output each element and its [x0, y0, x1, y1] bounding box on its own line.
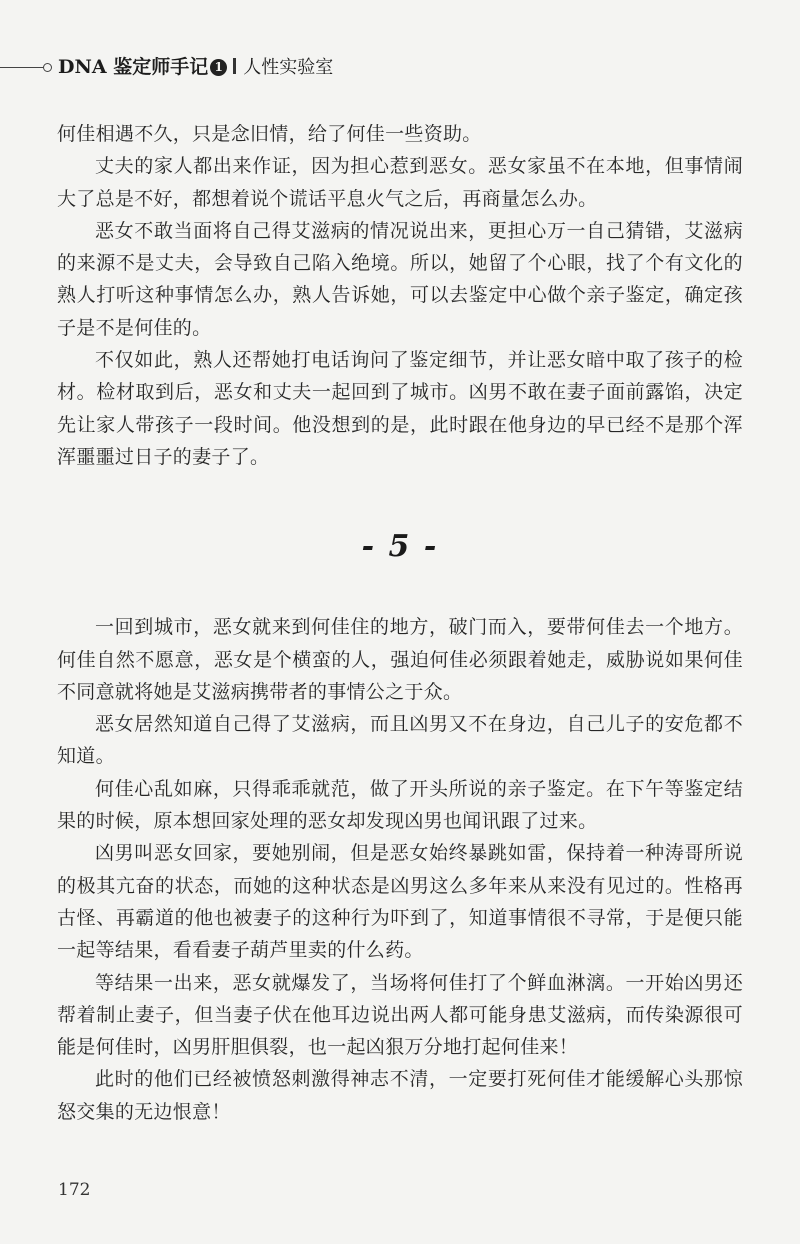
book-subtitle: 人性实验室	[243, 57, 334, 78]
paragraph: 等结果一出来，恶女就爆发了，当场将何佳打了个鲜血淋漓。一开始凶男还帮着制止妻子，但当妻子伏在他耳边说出两人都可能身患艾滋病，而传染源很可能是何佳时，凶男肝胆俱裂，也一起凶狠万分地打起何佳来！	[57, 971, 743, 1059]
page-body	[57, 118, 743, 1128]
header-title	[58, 54, 333, 81]
volume-badge: 1	[210, 59, 227, 76]
paragraph: 凶男叫恶女回家，要她别闹，但是恶女始终暴跳如雷，保持着一种涛哥所说的极其亢奋的状态，而她的这种状态是凶男这么多年来从来没有见过的。性格再古怪、再霸道的他也被妻子的这种行为吓到了，知道事情很不寻常，于是便只能一起等结果，看看妻子葫芦里卖的什么药。	[57, 842, 743, 962]
header-circle-ornament	[43, 63, 52, 72]
page-number: 172	[58, 1180, 91, 1200]
book-title: DNA 鉴定师手记	[58, 56, 209, 78]
paragraph: 恶女居然知道自己得了艾滋病，而且凶男又不在身边，自己儿子的安危都不知道。	[57, 713, 743, 768]
paragraph: 一回到城市，恶女就来到何佳住的地方，破门而入，要带何佳去一个地方。何佳自然不愿意，恶女是个横蛮的人，强迫何佳必须跟着她走，威胁说如果何佳不同意就将她是艾滋病携带者的事情公之于众。	[57, 616, 743, 703]
paragraph: 何佳相遇不久，只是念旧情，给了何佳一些资助。	[57, 123, 482, 145]
paragraph: 不仅如此，熟人还帮她打电话询问了鉴定细节，并让恶女暗中取了孩子的检材。检材取到后，恶女和丈夫一起回到了城市。凶男不敢在妻子面前露馅，决定先让家人带孩子一段时间。他没想到的是，此时跟在他身边的早已经不是那个浑浑噩噩过日子的妻子了。	[57, 349, 743, 468]
header-separator	[233, 58, 236, 74]
paragraph: 丈夫的家人都出来作证，因为担心惹到恶女。恶女家虽不在本地，但事情闹大了总是不好，都想着说个谎话平息火气之后，再商量怎么办。	[57, 155, 743, 210]
running-header	[0, 54, 800, 82]
header-rule	[0, 67, 44, 68]
section-heading: - 5 -	[361, 529, 439, 565]
paragraph: 何佳心乱如麻，只得乖乖就范，做了开头所说的亲子鉴定。在下午等鉴定结果的时候，原本想回家处理的恶女却发现凶男也闻讯跟了过来。	[57, 777, 743, 833]
paragraph: 恶女不敢当面将自己得艾滋病的情况说出来，更担心万一自己猜错，艾滋病的来源不是丈夫，会导致自己陷入绝境。所以，她留了个心眼，找了个有文化的熟人打听这种事情怎么办，熟人告诉她，可以去鉴定中心做个亲子鉴定，确定孩子是不是何佳的。	[57, 219, 743, 339]
paragraph: 此时的他们已经被愤怒刺激得神志不清，一定要打死何佳才能缓解心头那惊怒交集的无边恨意！	[57, 1068, 743, 1123]
